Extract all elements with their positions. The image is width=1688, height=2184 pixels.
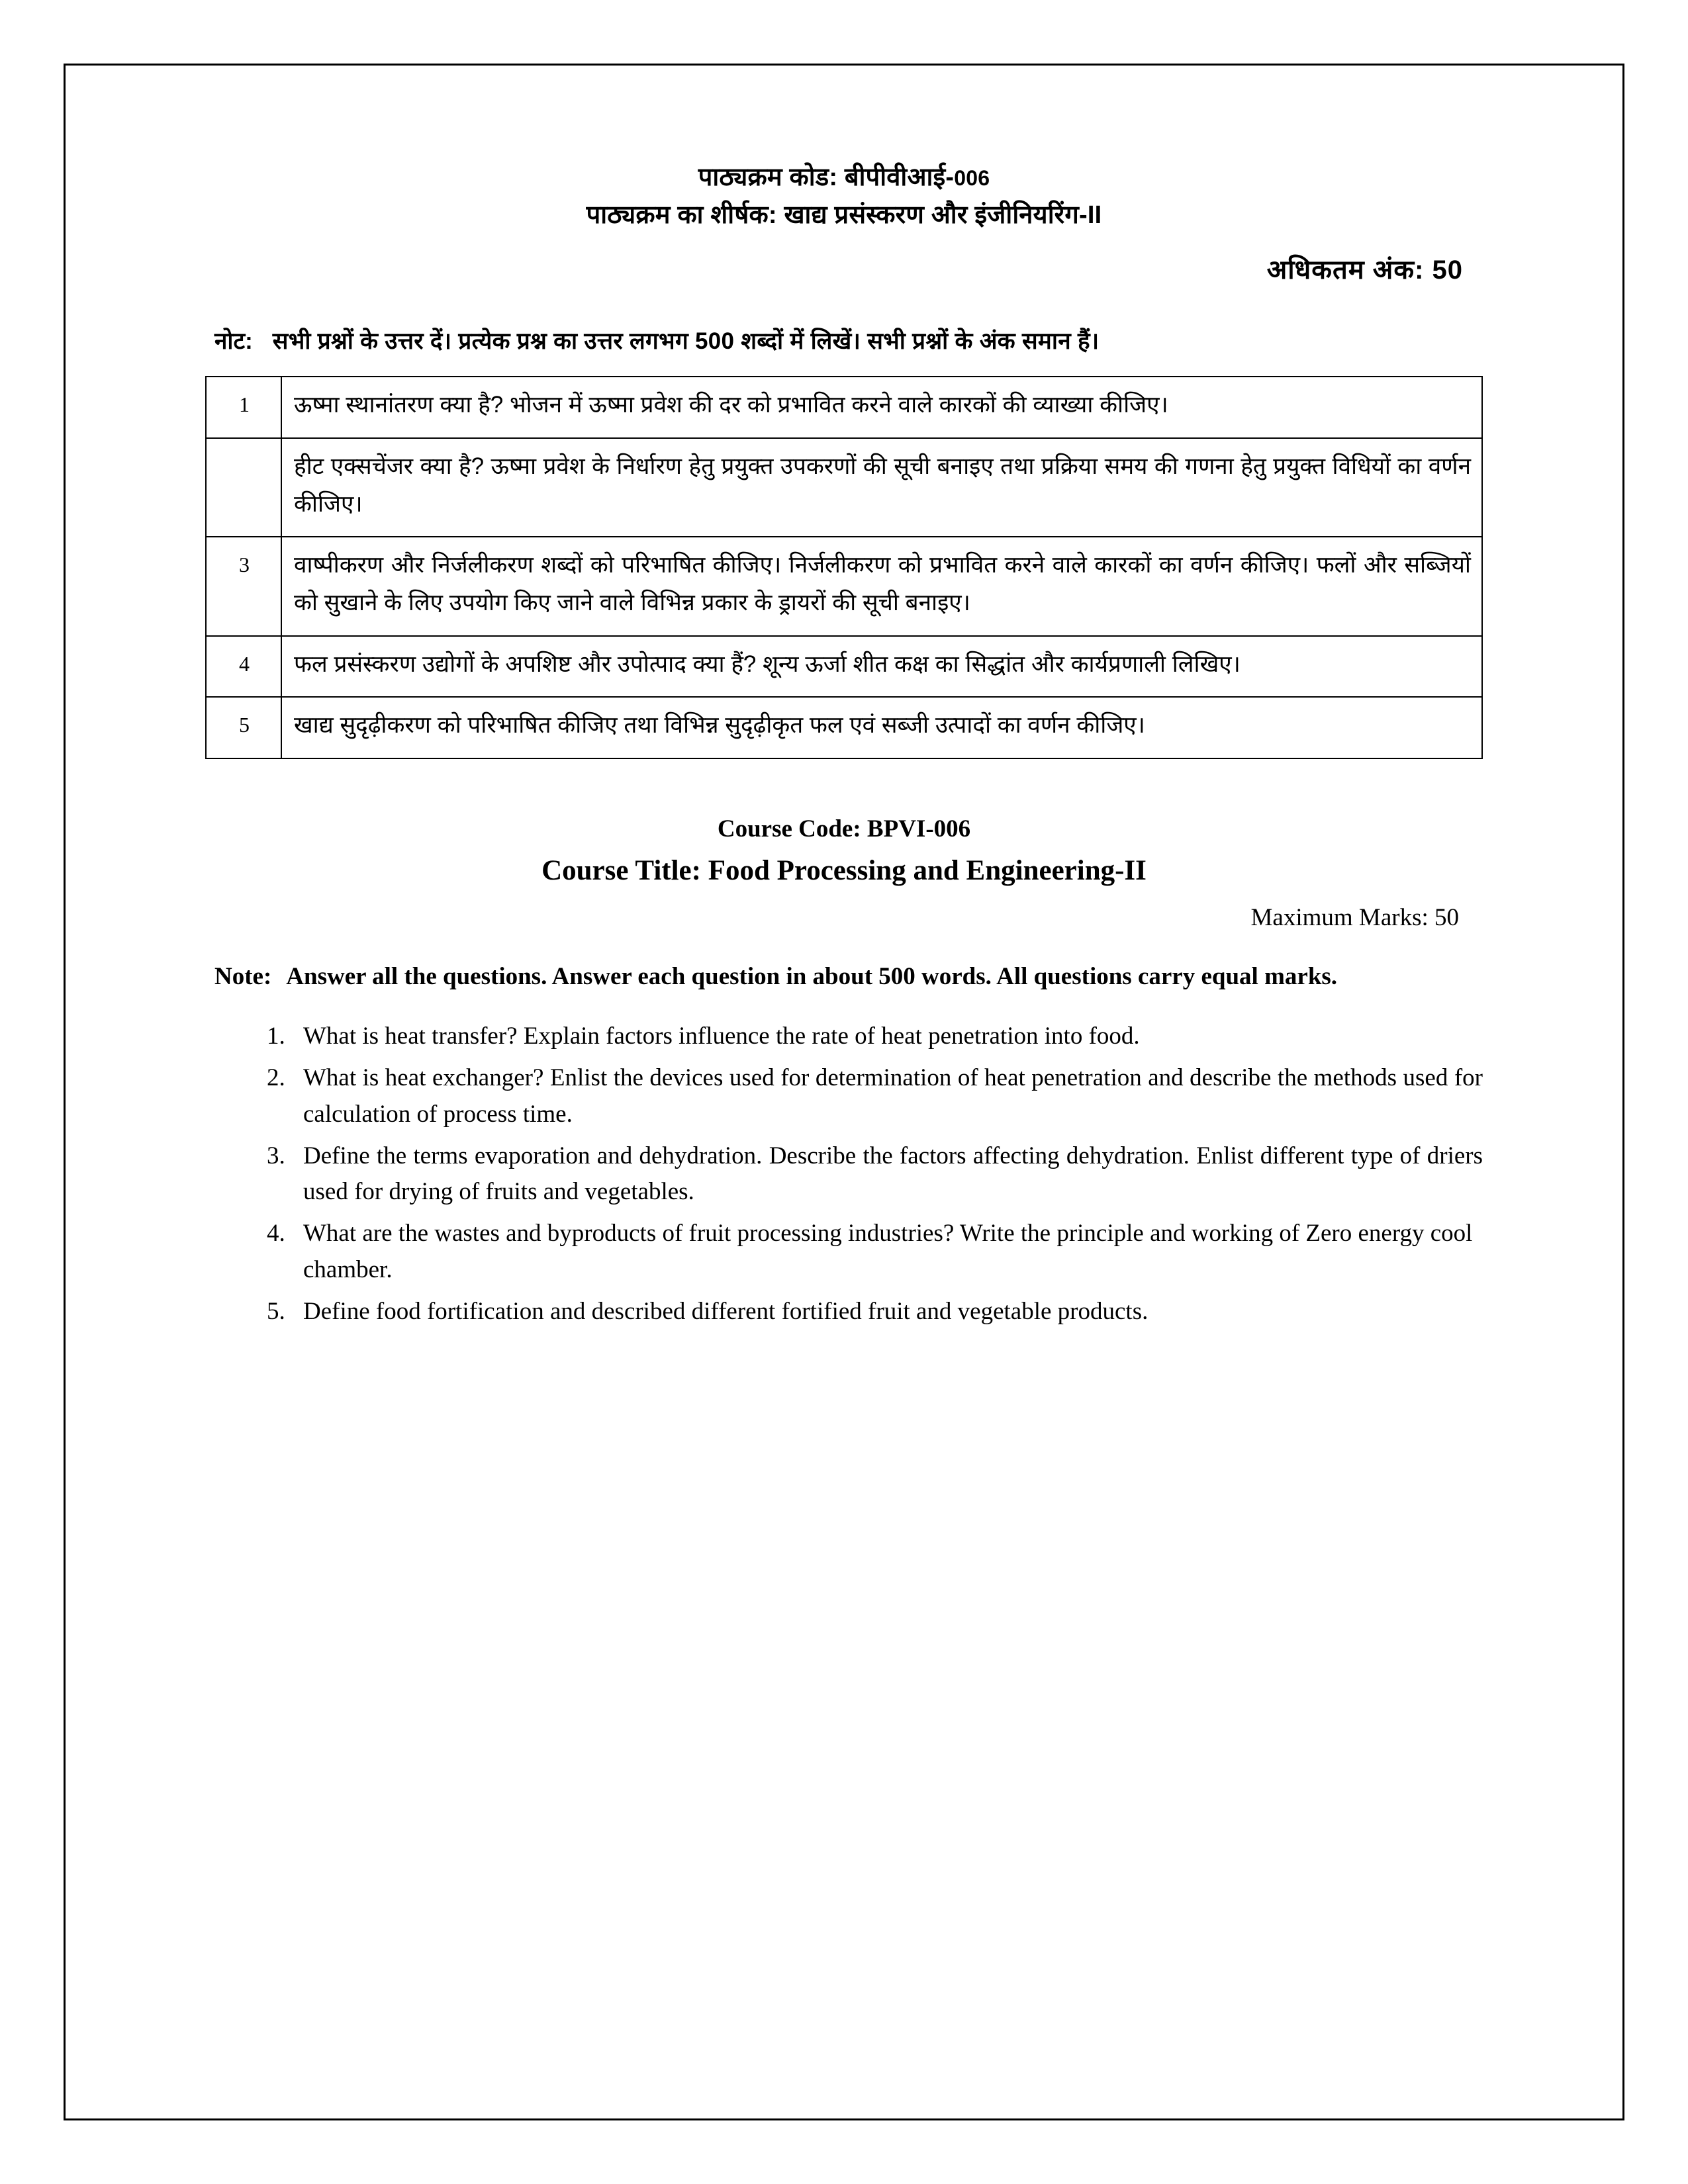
hindi-questions-table xyxy=(205,376,1483,759)
table-row xyxy=(206,636,1482,698)
question-number: 5 xyxy=(206,697,281,758)
hindi-note-label: नोट: xyxy=(214,328,253,354)
hindi-course-code-line xyxy=(205,159,1483,197)
question-number: 3 xyxy=(206,537,281,635)
question-text: हीट एक्सचेंजर क्या है? ऊष्मा प्रवेश के निर्धारण हेतु प्रयुक्त उपकरणों की सूची बनाइए तथा प्रक्रिया समय की गणना हेतु प्रयुक्त विधियों का वर्णन कीजिए। xyxy=(281,438,1482,537)
table-row xyxy=(206,537,1482,635)
english-section xyxy=(205,811,1483,1330)
list-item: 5. Define food fortification and described different fortified fruit and vegetable products. xyxy=(291,1294,1483,1330)
question-number: 4 xyxy=(206,636,281,698)
list-item: 3. Define the terms evaporation and dehydration. Describe the factors affecting dehydration. Enlist different type of driers used for drying of fruits and vegetables. xyxy=(291,1138,1483,1211)
list-item: 1. What is heat transfer? Explain factors influence the rate of heat penetration into food. xyxy=(291,1019,1483,1055)
list-item: 2. What is heat exchanger? Enlist the devices used for determination of heat penetration and describe the methods used for calculation of process time. xyxy=(291,1060,1483,1133)
english-note-text: Answer all the questions. Answer each question in about 500 words. All questions carry equal marks. xyxy=(286,962,1338,990)
hindi-maximum-marks: अधिकतम अंक: 50 xyxy=(1266,255,1463,285)
english-maximum-marks: Maximum Marks: 50 xyxy=(1250,903,1459,931)
english-note-label: Note: xyxy=(214,962,272,990)
hindi-section xyxy=(205,159,1483,759)
list-item: 4. What are the wastes and byproducts of fruit processing industries? Write the principle and working of Zero energy cool chamber. xyxy=(291,1216,1483,1289)
question-number: 1 xyxy=(206,377,281,438)
table-row xyxy=(206,377,1482,438)
english-note xyxy=(205,958,1483,995)
question-text: खाद्य सुदृढ़ीकरण को परिभाषित कीजिए तथा विभिन्न सुदृढ़ीकृत फल एवं सब्जी उत्पादों का वर्णन कीजिए। xyxy=(281,697,1482,758)
hindi-course-code-number: 006 xyxy=(954,166,990,190)
question-text: फल प्रसंस्करण उद्योगों के अपशिष्ट और उपोत्पाद क्या हैं? शून्य ऊर्जा शीत कक्ष का सिद्धांत और कार्यप्रणाली लिखिए। xyxy=(281,636,1482,698)
question-text: वाष्पीकरण और निर्जलीकरण शब्दों को परिभाषित कीजिए। निर्जलीकरण को प्रभावित करने वाले कारकों का वर्णन कीजिए। फलों और सब्जियों को सुखाने के लिए उपयोग किए जाने वाले विभिन्न प्रकार के ड्रायरों की सूची बनाइए। xyxy=(281,537,1482,635)
question-number xyxy=(206,438,281,537)
page-content xyxy=(205,60,1483,1330)
english-course-code: Course Code: BPVI-006 xyxy=(717,815,971,843)
hindi-note xyxy=(205,321,1483,361)
english-questions-list xyxy=(205,1019,1483,1330)
english-heading-block xyxy=(205,811,1483,891)
table-row xyxy=(206,697,1482,758)
english-course-title: Course Title: Food Processing and Engineering-II xyxy=(541,854,1147,886)
table-row xyxy=(206,438,1482,537)
hindi-heading-block xyxy=(205,159,1483,234)
hindi-course-title: पाठ्यक्रम का शीर्षक: खाद्य प्रसंस्करण और इंजीनियरिंग-II xyxy=(586,201,1102,229)
question-text: ऊष्मा स्थानांतरण क्या है? भोजन में ऊष्मा प्रवेश की दर को प्रभावित करने वाले कारकों की व्याख्या कीजिए। xyxy=(281,377,1482,438)
hindi-note-text: सभी प्रश्नों के उत्तर दें। प्रत्येक प्रश्न का उत्तर लगभग 500 शब्दों में लिखें। सभी प्रश्नों के अंक समान हैं। xyxy=(272,328,1100,354)
hindi-course-code-label: पाठ्यक्रम कोड: बीपीवीआई- xyxy=(698,163,955,191)
